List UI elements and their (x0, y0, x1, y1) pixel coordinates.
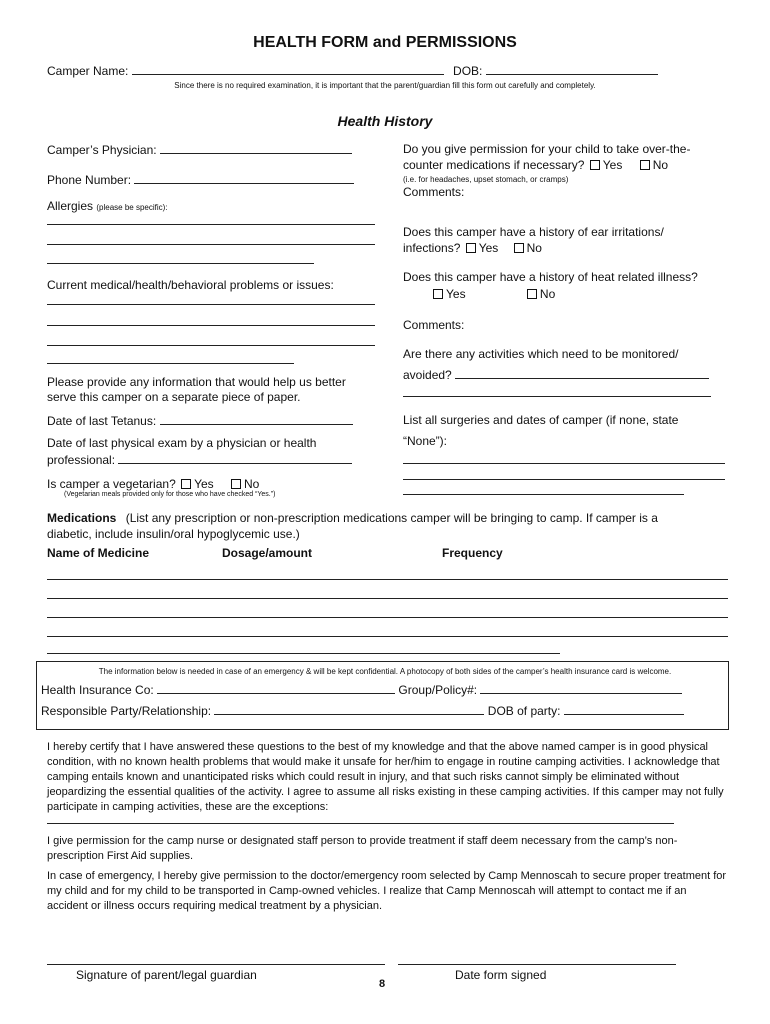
otc-yes-checkbox[interactable] (590, 160, 600, 170)
surgeries-line-2: “None”): (403, 434, 448, 448)
activities-line-1: Are there any activities which need to be monitored/ (403, 347, 679, 361)
dob-input[interactable] (486, 63, 658, 75)
medication-line-4[interactable] (47, 636, 728, 637)
provide-info-line-1: Please provide any information that would help us better (47, 375, 346, 389)
dob-label: DOB: (453, 64, 483, 78)
surgeries-input-3[interactable] (403, 494, 684, 495)
section-title: Health History (337, 113, 433, 129)
problems-line-4[interactable] (47, 363, 294, 364)
physician-label: Camper’s Physician: (47, 143, 157, 157)
vegetarian-yes-checkbox[interactable] (181, 479, 191, 489)
otc-field (403, 158, 668, 172)
medication-line-3[interactable] (47, 617, 728, 618)
heat-options (431, 287, 555, 301)
responsible-party-field (41, 703, 684, 718)
problems-line-1[interactable] (47, 304, 375, 305)
otc-no-label: No (652, 158, 669, 172)
ear-no-label: No (526, 241, 542, 255)
medication-line-2[interactable] (47, 598, 728, 599)
party-dob-label: DOB of party: (487, 704, 561, 718)
heat-yes-checkbox[interactable] (433, 289, 443, 299)
vegetarian-label: Is camper a vegetarian? (47, 477, 176, 491)
allergies-line-3[interactable] (47, 263, 314, 264)
otc-label: counter medications if necessary? (403, 158, 585, 172)
activities-input[interactable] (455, 367, 709, 379)
problems-line-3[interactable] (47, 345, 375, 346)
physician-input[interactable] (160, 142, 352, 154)
signature-label: Signature of parent/legal guardian (76, 968, 257, 982)
heat-no-label: No (539, 287, 556, 301)
emergency-paragraph: In case of emergency, I hereby give permission to the doctor/emergency room selected by Camp Mennoscah to secure proper treatment for my child and for my child to be transported in Camp-owned vehicles. I realize that Camp Mennoscah will attempt to contact me if an accident or illness occurs requiring medical treatment by a physician. (47, 870, 727, 912)
ear-label: infections? (403, 241, 461, 255)
ear-field (403, 241, 542, 255)
surgeries-line-1: List all surgeries and dates of camper (if none, state (403, 413, 679, 427)
heat-label: Does this camper have a history of heat related illness? (403, 270, 698, 284)
otc-yes-label: Yes (602, 158, 623, 172)
heat-no-checkbox[interactable] (527, 289, 537, 299)
otc-line-1: Do you give permission for your child to take over-the- (403, 142, 691, 156)
medications-desc-2: diabetic, include insulin/oral hypoglycemic use.) (47, 527, 300, 541)
vegetarian-yes-label: Yes (194, 477, 214, 491)
phone-input[interactable] (134, 172, 354, 184)
medications-header (47, 511, 658, 525)
allergies-line-1[interactable] (47, 224, 375, 225)
date-signed-line[interactable] (398, 964, 676, 965)
allergies-label: Allergies (47, 199, 94, 213)
otc-no-checkbox[interactable] (640, 160, 650, 170)
insurance-company-field (41, 682, 682, 697)
allergies-line-2[interactable] (47, 244, 375, 245)
phone-field (47, 172, 354, 187)
ear-line-1: Does this camper have a history of ear irritations/ (403, 225, 664, 239)
vegetarian-no-checkbox[interactable] (231, 479, 241, 489)
otc-note: (i.e. for headaches, upset stomach, or cramps) (403, 175, 569, 184)
responsible-party-input[interactable] (214, 703, 484, 715)
tetanus-input[interactable] (160, 413, 353, 425)
phone-label: Phone Number: (47, 173, 132, 187)
exceptions-line[interactable] (47, 823, 674, 824)
problems-label: Current medical/health/behavioral problems or issues: (47, 278, 334, 292)
allergies-field (47, 199, 168, 213)
insurance-company-input[interactable] (157, 682, 395, 694)
medication-line-1[interactable] (47, 579, 728, 580)
surgeries-input-2[interactable] (403, 479, 725, 480)
party-dob-input[interactable] (564, 703, 684, 715)
insurance-note: The information below is needed in case of an emergency & will be kept confidential. A photocopy of both sides of the camper’s health insurance card is welcome. (98, 667, 672, 676)
tetanus-label: Date of last Tetanus: (47, 414, 157, 428)
camper-name-field (47, 63, 658, 78)
physical-input[interactable] (118, 452, 352, 464)
responsible-party-label: Responsible Party/Relationship: (41, 704, 212, 718)
activities-label: avoided? (403, 368, 452, 382)
tetanus-field (47, 413, 353, 428)
physical-line-1: Date of last physical exam by a physician or health (47, 436, 317, 450)
camper-name-label: Camper Name: (47, 64, 129, 78)
surgeries-input-1[interactable] (403, 463, 725, 464)
physician-field (47, 142, 352, 157)
page-title: HEALTH FORM and PERMISSIONS (253, 34, 517, 51)
first-aid-paragraph: I give permission for the camp nurse or designated staff person to provide treatment if staff deem necessary from the camp’s non-prescription First Aid supplies. (47, 835, 678, 862)
camper-name-input[interactable] (132, 63, 444, 75)
ear-yes-label: Yes (478, 241, 499, 255)
ear-no-checkbox[interactable] (514, 243, 524, 253)
insurance-company-label: Health Insurance Co: (41, 683, 154, 697)
signature-line[interactable] (47, 964, 385, 965)
group-policy-label: Group/Policy#: (398, 683, 478, 697)
heat-comments-label: Comments: (403, 318, 465, 332)
medications-title: Medications (47, 511, 117, 525)
physical-field (47, 452, 352, 467)
group-policy-input[interactable] (480, 682, 682, 694)
heat-yes-label: Yes (446, 287, 466, 301)
medication-line-5[interactable] (47, 653, 560, 654)
vegetarian-no-label: No (244, 477, 260, 491)
physical-label: professional: (47, 453, 116, 467)
ear-yes-checkbox[interactable] (466, 243, 476, 253)
col-frequency: Frequency (442, 546, 503, 560)
certify-paragraph: I hereby certify that I have answered these questions to the best of my knowledge and that the above named camper is in good physical condition, with no known health problems that would make it unsafe for her/him to engage in routine camping activities. I acknowledge that camping entails known and unanticipated risks which could result in injury, and that such risks cannot simply be eliminated without jeopardizing the essential qualities of the activity. I agree to assume all risks existing in these camping activities. If this camper may not fully participate in camping activities, these are the exceptions: (47, 741, 724, 813)
col-dosage: Dosage/amount (222, 546, 313, 560)
allergies-hint: (please be specific): (96, 203, 168, 212)
medications-desc-1: (List any prescription or non-prescription medications camper will be bringing to camp. If camper is a (125, 511, 658, 525)
problems-line-2[interactable] (47, 325, 375, 326)
provide-info-line-2: serve this camper on a separate piece of paper. (47, 390, 301, 404)
vegetarian-note: (Vegetarian meals provided only for those who have checked “Yes.”) (64, 491, 276, 498)
activities-field (403, 367, 709, 382)
activities-line-2[interactable] (403, 396, 711, 397)
page-number: 8 (379, 978, 386, 990)
date-signed-label: Date form signed (455, 968, 547, 982)
col-name-of-medicine: Name of Medicine (47, 546, 150, 560)
otc-comments-label: Comments: (403, 185, 465, 199)
intro-note: Since there is no required examination, it is important that the parent/guardian fill this form out carefully and completely. (174, 81, 596, 90)
vegetarian-field (47, 477, 259, 491)
